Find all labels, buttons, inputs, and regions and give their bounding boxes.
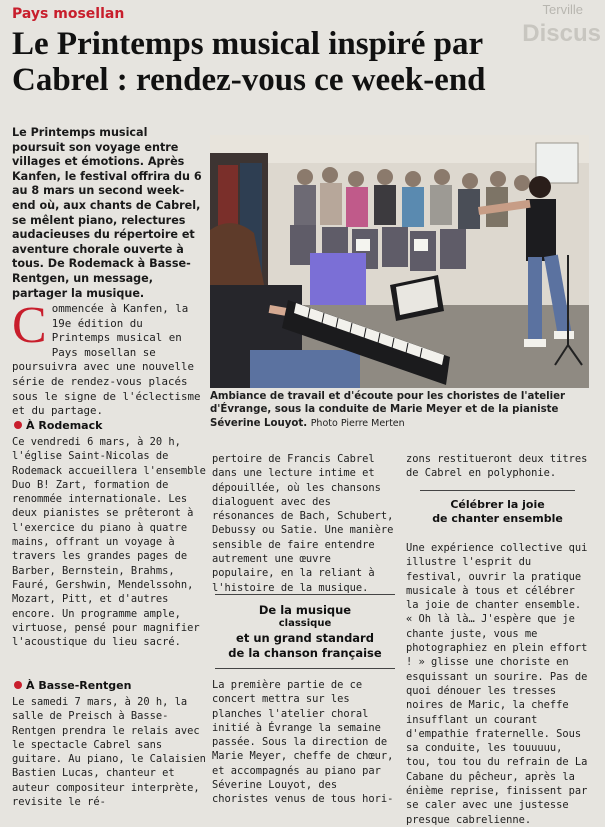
subhead-joie	[406, 498, 589, 526]
photo-credit: Photo Pierre Merten	[310, 417, 405, 429]
rodemack-paragraph: Ce vendredi 6 mars, à 20 h, l'église Saint-Nicolas de Rodemack accueillera l'ensemble Duo B! Zart, formation de renommée internationale. Les deux pianistes se prêteront à l'exercice du piano à quatre mains, offrant un voyage à travers les grandes pages de Barber, Bernstein, Brahms, Fauré, Gershwin, Mendelssohn, Mozart, Pitt, et d'autres encore. Un programme ample, virtuose, pensé pour magnifier l'acoustique du lieu sacré.	[12, 436, 206, 649]
pull-quote-line-4: de la chanson française	[228, 645, 382, 660]
pull-quote-line-3: et un grand standard	[236, 631, 374, 646]
subhead-rodemack	[14, 419, 102, 432]
pull-quote-box	[215, 594, 395, 660]
photo-caption	[210, 390, 589, 430]
col3-top-text: zons restitueront deux titres de Cabrel en polyphonie.	[406, 453, 588, 480]
intro-text: ommencée à Kanfen, la 19e édition du Printemps musical en Pays mosellan se poursuivra avec une nouvelle série de rendez-vous placés sous le signe de l'éclectisme et du partage.	[12, 302, 201, 418]
adjacent-page-text-1: Terville	[542, 2, 583, 17]
section-rubric: Pays mosellan	[12, 6, 125, 22]
col3-paragraph: Une expérience collective qui illustre l'esprit du festival, ouvrir la pratique musicale à tous et célébrer la joie de chanter ensemble. « Oh là là… J'espère que je chante juste, vous me photographiez en plein effort ! » glisse une choriste en esquissant un sourire. Pas de quoi dénouer les tresses noires de Maric, la cheffe insufflant un courant d'empathie fraternelle. Sous sa conduite, les touuuuu, tou, tou tou du refrain de La Cabane du pêcheur, après la énième reprise, finissent par se caler avec une justesse presque cabrelienne.	[406, 542, 588, 826]
caption-text: Ambiance de travail et d'écoute pour les choristes de l'atelier d'Évrange, sous la conduite de Marie Meyer et de la pianiste Séverine Louyot.	[210, 391, 566, 429]
intro-paragraph	[12, 297, 202, 419]
subhead-rodemack-label: À Rodemack	[26, 419, 103, 432]
subhead-basse-rentgen-label: À Basse-Rentgen	[26, 679, 132, 692]
lead-paragraph: Le Printemps musical poursuit son voyage entre villages et émotions. Après Kanfen, le festival offrira du 6 au 8 mars un second week-end où, aux chants de Cabrel, se mêlent piano, relectures audacieuses du répertoire et aventure chorale ouverte à tous. De Rodemack à Basse-Rentgen, un message, partager la musique.	[12, 126, 202, 300]
subhead-joie-line-1: Célébrer la joie	[450, 498, 545, 511]
rehearsal-photo-illustration	[210, 135, 589, 388]
basse-rentgen-paragraph: Le samedi 7 mars, à 20 h, la salle de Preisch à Basse-Rentgen prendra le relais avec le spectacle Cabrel sans guitare. Au piano, le Calaisien Bastien Lucas, chanteur et auteur compositeur interprète, revisite le ré-	[12, 696, 206, 809]
rehearsal-photo	[210, 135, 589, 388]
pull-quote-rule	[215, 668, 395, 669]
bullet-dot-icon	[14, 421, 22, 429]
pull-quote-line-2: classique	[278, 618, 332, 630]
pull-quote-line-1: De la musique	[258, 603, 352, 617]
subhead-rule	[420, 490, 575, 491]
subhead-joie-line-2: de chanter ensemble	[432, 512, 563, 525]
col2-paragraph-b: La première partie de ce concert mettra sur les planches l'atelier choral initié à Évrange la semaine passée. Sous la direction de Marie Meyer, cheffe de chœur, et accompagnés au piano par Séverine Louyot, des choristes venus de tous hori-	[212, 679, 394, 806]
headline: Le Printemps musical inspiré par Cabrel : rendez-vous ce week-end	[12, 26, 486, 98]
drop-cap: C	[12, 297, 47, 354]
col2-paragraph: pertoire de Francis Cabrel dans une lecture intime et dépouillée, où les chansons dialoguent avec des résonances de Bach, Schubert, Debussy ou Satie. Une manière sensible de faire entendre autrement une œuvre populaire, en la reliant à l'histoire de la musique.	[212, 453, 394, 594]
subhead-basse-rentgen	[14, 679, 131, 692]
bullet-dot-icon	[14, 681, 22, 689]
adjacent-page-text-2: Discus	[522, 20, 601, 47]
